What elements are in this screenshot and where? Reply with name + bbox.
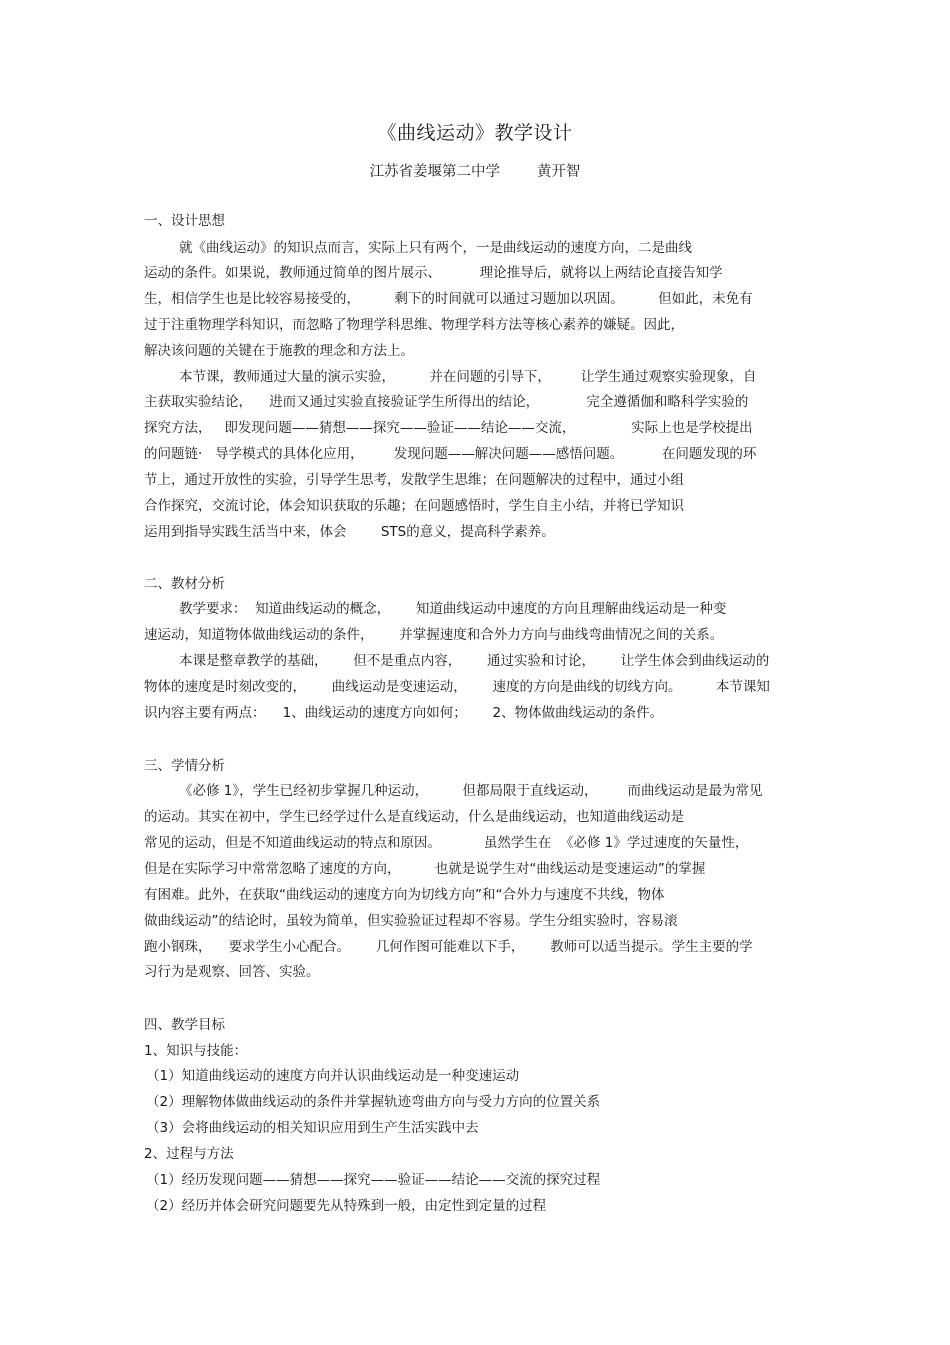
paragraph-line: 解决该问题的关键在于施教的理念和方法上。 — [144, 343, 414, 359]
paragraph-line: 合作探究，交流讨论，体会知识获取的乐趣；在问题感悟时，学生自主小结，并将已学知识 — [144, 498, 684, 514]
paragraph-line: 本课是整章教学的基础， 但不是重点内容， 通过实验和讨论， 让学生体会到曲线运动的 — [179, 653, 770, 669]
list-item: （1）经历发现问题——猜想——探究——验证——结论——交流的探究过程 — [146, 1172, 601, 1188]
section-heading: 二、教材分析 — [144, 576, 225, 592]
paragraph-line: 有困难。此外，在获取“曲线运动的速度方向为切线方向”和“合外力与速度不共线，物体 — [144, 887, 665, 903]
list-item: （2）理解物体做曲线运动的条件并掌握轨迹弯曲方向与受力方向的位置关系 — [146, 1094, 601, 1110]
section-heading: 四、教学目标 — [144, 1017, 225, 1033]
paragraph-line: 的问题链· 导学模式的具体化应用， 发现问题——解决问题——感悟问题。 在问题发现的环 — [144, 446, 757, 462]
paragraph-line: 《必修 1》，学生已经初步掌握几种运动， 但都局限于直线运动， 而曲线运动是最为常见 — [179, 783, 763, 799]
list-item: （2）经历并体会研究问题要先从特殊到一般，由定性到定量的过程 — [146, 1198, 547, 1214]
paragraph-line: 做曲线运动”的结论时，虽较为简单，但实验验证过程却不容易。学生分组实验时，容易滚 — [144, 913, 678, 929]
paragraph-line: 识内容主要有两点： 1、曲线运动的速度方向如何； 2、物体做曲线运动的条件。 — [144, 705, 664, 721]
section-heading: 三、学情分析 — [144, 758, 225, 774]
list-item: （3）会将曲线运动的相关知识应用到生产生活实践中去 — [146, 1120, 479, 1136]
paragraph-line: 习行为是观察、回答、实验。 — [144, 964, 320, 980]
page-title: 《曲线运动》教学设计 — [377, 122, 573, 144]
paragraph-line: 生，相信学生也是比较容易接受的， 剩下的时间就可以通过习题加以巩固。 但如此，未免有 — [144, 291, 753, 307]
list-item: 2、过程与方法 — [144, 1146, 234, 1162]
paragraph-line: 本节课，教师通过大量的演示实验， 并在问题的引导下， 让学生通过观察实验现象，自 — [179, 369, 757, 385]
paragraph-line: 主获取实验结论， 进而又通过实验直接验证学生所得出的结论， 完全遵循伽和略科学实验的 — [144, 394, 749, 410]
paragraph-line: 就《曲线运动》的知识点而言，实际上只有两个，一是曲线运动的速度方向，二是曲线 — [179, 240, 692, 256]
paragraph-line: 教学要求： 知道曲线运动的概念， 知道曲线运动中速度的方向且理解曲线运动是一种变 — [179, 601, 727, 617]
list-item: （1）知道曲线运动的速度方向并认识曲线运动是一种变速运动 — [146, 1068, 520, 1084]
paragraph-line: 但是在实际学习中常常忽略了速度的方向， 也就是说学生对“曲线运动是变速运动”的掌握 — [144, 861, 706, 877]
paragraph-line: 的运动。其实在初中，学生已经学过什么是直线运动，什么是曲线运动，也知道曲线运动是 — [144, 809, 684, 825]
list-item: 1、知识与技能： — [144, 1043, 248, 1059]
paragraph-line: 过于注重物理学科知识，而忽略了物理学科思维、物理学科方法等核心素养的嫌疑。因此， — [144, 317, 684, 333]
paragraph-line: 运动的条件。如果说，教师通过简单的图片展示、 理论推导后，就将以上两结论直接告知学 — [144, 265, 723, 281]
paragraph-line: 运用到指导实践生活当中来，体会 STS的意义，提高科学素养。 — [144, 524, 555, 540]
paragraph-line: 速运动，知道物体做曲线运动的条件， 并掌握速度和合外力方向与曲线弯曲情况之间的关系。 — [144, 627, 724, 643]
section-heading: 一、设计思想 — [144, 213, 225, 229]
paragraph-line: 探究方法， 即发现问题——猜想——探究——验证——结论——交流， 实际上也是学校提出 — [144, 420, 753, 436]
paragraph-line: 常见的运动，但是不知道曲线运动的特点和原因。 虽然学生在 《必修 1》学过速度的矢量性， — [144, 835, 749, 851]
paragraph-line: 跑小钢珠， 要求学生小心配合。 几何作图可能难以下手， 教师可以适当提示。学生主要的学 — [144, 939, 753, 955]
paragraph-line: 节上，通过开放性的实验，引导学生思考，发散学生思维；在问题解决的过程中，通过小组 — [144, 472, 684, 488]
paragraph-line: 物体的速度是时刻改变的， 曲线运动是变速运动， 速度的方向是曲线的切线方向。 本节课知 — [144, 679, 770, 695]
author-line: 江苏省姜堰第二中学 黄开智 — [369, 164, 581, 180]
